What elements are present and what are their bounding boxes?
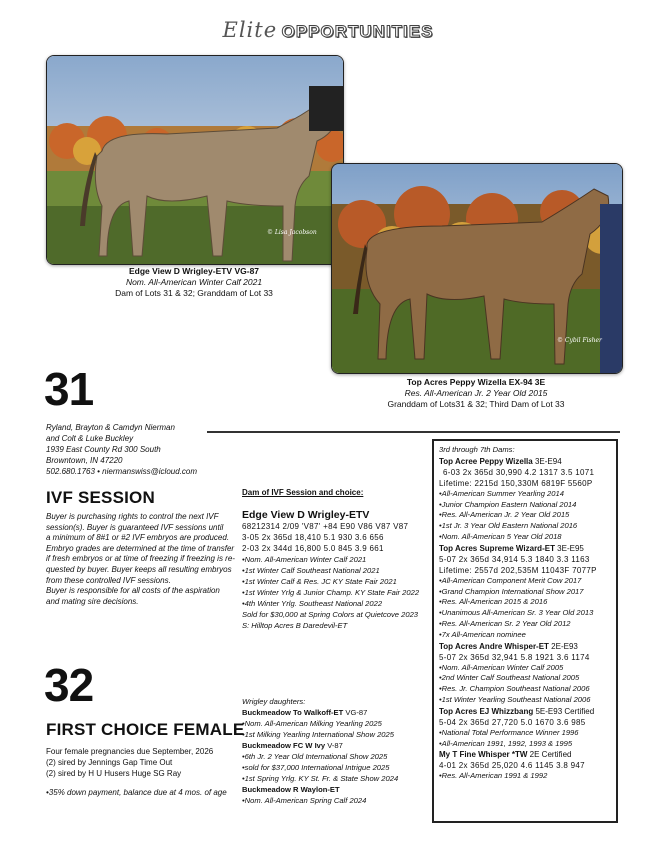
ancestor-dam-score: 2E Certified (527, 750, 572, 760)
lot-31-title: IVF SESSION (46, 488, 155, 507)
dam-honor: •Nom. All-American Winter Calf 2021 (242, 555, 367, 564)
ancestor-honor: •Nom. All-American Winter Calf 2005 (439, 662, 564, 672)
dam-heading: Dam of IVF Session and choice: (242, 488, 364, 497)
ancestor-honor: •7x All-American nominee (439, 629, 526, 639)
description-line: (2) sired by Jennings Gap Time Out (46, 758, 173, 767)
lot-32-number: 32 (44, 659, 94, 711)
dam-honor: •4th Winter Yrlg. Southeast National 2022 (242, 599, 383, 608)
ancestor-dam-name: Top Acres EJ Whizzbang (439, 706, 534, 716)
dam-honor: •1st Winter Yrlg & Junior Champ. KY State Fair 2022 (242, 588, 420, 597)
daughters-list (242, 696, 432, 806)
section-divider (207, 431, 620, 433)
ancestor-dam-name: My T Fine Whisper *TW (439, 750, 528, 760)
daughter-score: V-87 (325, 741, 343, 750)
ancestor-honor: •Unanimous All-American Sr. 3 Year Old 2013 (439, 608, 594, 618)
photographer-credit-2: © Cybil Fisher (557, 337, 602, 344)
ancestor-honor: •Res. All-American 1991 & 1992 (439, 771, 548, 781)
page-header (0, 18, 656, 42)
dam-honor: Sold for $30,000 at Spring Colors at Quietcove 2023 (242, 610, 419, 619)
description-line: Four female pregnancies due September, 2026 (46, 747, 214, 756)
ancestor-honor: •Grand Champion International Show 2017 (439, 586, 584, 596)
ancestor-dams-box (432, 439, 618, 823)
consignor-contact: 502.680.1763 • niermanswiss@icloud.com (46, 467, 197, 476)
lot-32-description (46, 746, 236, 798)
consignor-line: and Colt & Luke Buckley (46, 434, 134, 443)
daughters-heading: Wrigley daughters: (242, 697, 306, 706)
description-line: if fresh embryos or at time of freezing if freezing is re- (46, 554, 235, 564)
ancestor-honor: •Res. All-American Sr. 2 Year Old 2012 (439, 618, 571, 628)
ancestor-record: 4-01 2x 365d 25,020 4.6 1145 3.8 947 (439, 761, 585, 771)
lot-31-consignor (46, 422, 226, 477)
description-line: Buyer is responsible for all costs of the aspiration (46, 586, 220, 596)
ancestor-honor: •1st Winter Yearling Southeast National 2006 (439, 694, 591, 704)
header-script-word: Elite (222, 18, 278, 42)
photo-2-honor: Res. All-American Jr. 2 Year Old 2015 (404, 388, 548, 398)
description-line: from these controlled IVF sessions. (46, 575, 171, 585)
ancestor-honor: •Junior Champion Eastern National 2014 (439, 499, 577, 509)
dam-sire: S: Hilltop Acres B Daredevil-ET (242, 621, 348, 630)
ancestor-dam-name: Top Acree Peppy Wizella (439, 456, 533, 466)
daughter-name: Buckmeadow FC W Ivy (242, 741, 326, 750)
photo-1-cow-name: Edge View D Wrigley-ETV VG-87 (128, 266, 260, 276)
photo-2-caption (331, 377, 621, 410)
ancestor-record: 5-04 2x 365d 27,720 5.0 1670 3.6 985 (439, 717, 586, 727)
daughter-name: Buckmeadow R Waylon-ET (242, 785, 340, 794)
photo-1-honor: Nom. All-American Winter Calf 2021 (125, 277, 263, 287)
lot-32-title: FIRST CHOICE FEMALE (46, 720, 245, 739)
lot-32-terms: •35% down payment, balance due at 4 mos. of age (46, 788, 227, 797)
photo-2-cow-name: Top Acres Peppy Wizella EX-94 3E (406, 377, 546, 387)
daughter-honor: •1st Milking Yearling International Show 2025 (242, 730, 394, 739)
description-line: a minimum of 8#1 or #2 IVF embryos are produced. (46, 533, 230, 543)
description-line: Embryo grades are determined at the time of transfer (46, 543, 235, 553)
description-line: Buyer is purchasing rights to control the next IVF (46, 512, 219, 521)
ancestor-honor: •Res. Jr. Champion Southeast National 2006 (439, 684, 590, 694)
ancestor-honor: •Res. All-American Jr. 2 Year Old 2015 (439, 510, 570, 520)
ancestor-honor: •All-American Summer Yearling 2014 (439, 488, 564, 498)
consignor-line: Browntown, IN 47220 (46, 456, 123, 465)
ancestor-record: 6-03 2x 365d 30,990 4.2 1317 3.5 1071 (443, 467, 595, 477)
ancestor-honor: •All-American Component Merit Cow 2017 (439, 575, 582, 585)
cow-photo-1 (46, 55, 344, 265)
photo-1-caption (46, 266, 342, 299)
ancestor-honor: •2nd Winter Calf Southeast National 2005 (439, 673, 580, 683)
daughter-honor: •6th Jr. 2 Year Old International Show 2025 (242, 752, 388, 761)
daughter-honor: •Nom. All-American Spring Calf 2024 (242, 796, 367, 805)
dam-record: 68212314 2/09 'V87' +84 E90 V86 V87 V87 (242, 522, 409, 531)
ancestor-lifetime: Lifetime: 2215d 150,330M 6819F 5560P (439, 478, 593, 488)
ancestor-lifetime: Lifetime: 2557d 202,535M 11043F 7077P (439, 565, 597, 575)
description-line: and mating sire decisions. (46, 596, 139, 606)
daughter-honor: •1st Spring Yrlg. KY St. Fr. & State Show 2024 (242, 774, 399, 783)
ancestor-honor: •Res. All-American 2015 & 2016 (439, 597, 548, 607)
ancestor-dam-name: Top Acres Supreme Wizard-ET (439, 543, 555, 553)
dam-honor: •1st Winter Calf Southeast National 2021 (242, 566, 380, 575)
photographer-credit-1: © Lisa Jacobson (267, 229, 317, 236)
daughter-honor: •Nom. All-American Milking Yearling 2025 (242, 719, 382, 728)
cow-photo-2 (331, 163, 623, 374)
consignor-line: Ryland, Brayton & Camdyn Nierman (46, 423, 175, 432)
daughter-score: VG-87 (343, 708, 368, 717)
ancestor-heading: 3rd through 7th Dams: (439, 445, 515, 454)
dam-honor: •1st Winter Calf & Res. JC KY State Fair 2021 (242, 577, 397, 586)
ancestor-honor: •All-American 1991, 1992, 1993 & 1995 (439, 738, 573, 748)
lot-31-description (46, 512, 236, 607)
description-line: (2) sired by H U Husers Huge SG Ray (46, 769, 182, 778)
header-caps-word: OPPORTUNITIES (281, 22, 434, 41)
photo-2-pedigree-note: Granddam of Lots31 & 32; Third Dam of Lot 33 (387, 399, 565, 409)
lot-31-number: 31 (44, 363, 94, 415)
dam-info-column (242, 488, 432, 631)
ancestor-dam-score: 2E-E93 (548, 641, 578, 651)
ancestor-record: 5-07 2x 365d 32,941 5.8 1921 3.6 1174 (439, 652, 590, 662)
ancestor-record: 5-07 2x 365d 34,914 5.3 1840 3.3 1163 (439, 554, 590, 564)
ancestor-honor: •1st Jr. 3 Year Old Eastern National 2016 (439, 521, 578, 531)
dam-record: 2-03 2x 344d 16,800 5.0 845 3.9 661 (242, 544, 384, 553)
dam-record: 3-05 2x 365d 18,410 5.1 930 3.6 656 (242, 533, 384, 542)
daughter-name: Buckmeadow To Walkoff-ET (242, 708, 344, 717)
ancestor-dam-score: 5E-E93 Certified (533, 706, 595, 716)
ancestor-honor: •Nom. All-American 5 Year Old 2018 (439, 531, 562, 541)
description-line: session(s). Buyer is guaranteed IVF sessions until (46, 522, 224, 532)
daughter-honor: •sold for $37,000 International Intrigue 2025 (242, 763, 390, 772)
consignor-line: 1939 East County Rd 300 South (46, 445, 161, 454)
photo-1-pedigree-note: Dam of Lots 31 & 32; Granddam of Lot 33 (115, 288, 273, 298)
dam-name: Edge View D Wrigley-ETV (242, 509, 370, 521)
ancestor-dam-score: 3E-E95 (554, 543, 584, 553)
description-line: quested by buyer. Buyer keeps all resulting embryos (46, 564, 232, 574)
ancestor-dam-name: Top Acres Andre Whisper-ET (439, 641, 549, 651)
ancestor-honor: •National Total Performance Winner 1996 (439, 727, 579, 737)
ancestor-dam-score: 3E-E94 (532, 456, 562, 466)
